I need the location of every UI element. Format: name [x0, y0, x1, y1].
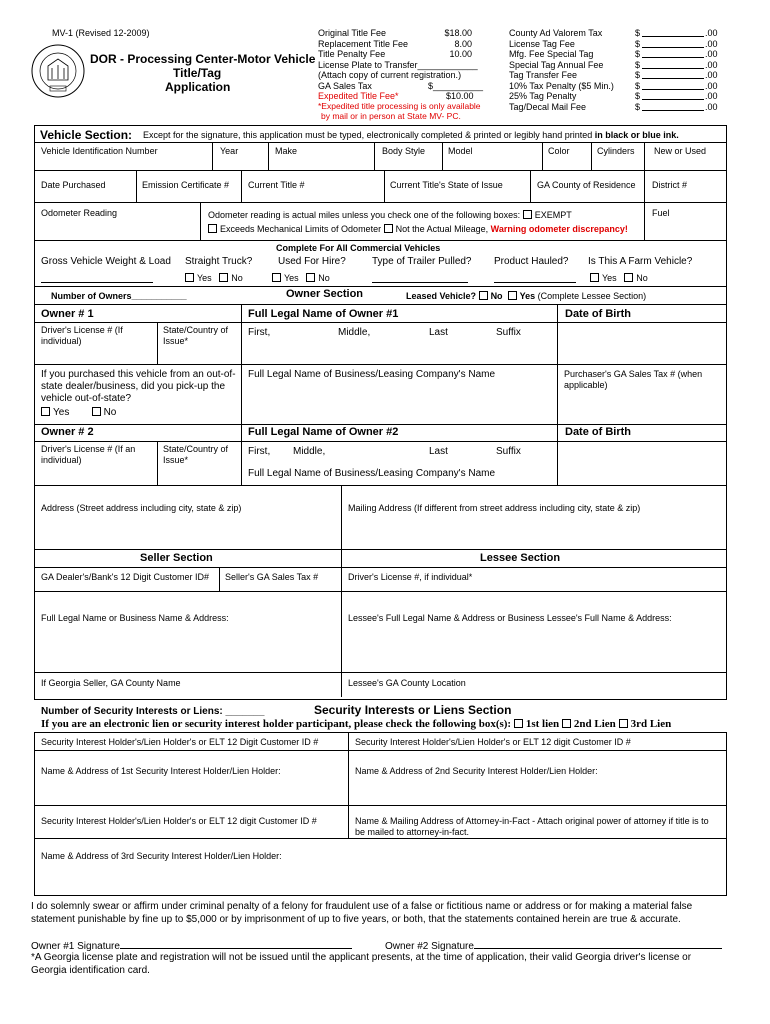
owner2-heading: Owner # 2 — [41, 426, 94, 438]
title-state-field[interactable]: Current Title's State of Issue — [390, 180, 503, 190]
outofstate-question: If you purchased this vehicle from an out-of-state dealer/business, did you pick-up the vehicle out-of-state? — [41, 369, 236, 404]
owner1-signature[interactable]: Owner #1 Signature — [31, 939, 352, 952]
farm-no-checkbox[interactable] — [624, 273, 633, 282]
owner1-last[interactable]: Last — [429, 327, 448, 338]
owner2-state-field[interactable]: State/Country of Issue* — [163, 444, 229, 465]
elt-text: If you are an electronic lien or security interest holder participant, please check the following box(s): 1st lien 2nd Lien 3rd Lien — [41, 718, 672, 730]
odometer-reading-field[interactable]: Odometer Reading — [41, 208, 118, 218]
owner1-middle[interactable]: Middle, — [338, 327, 371, 338]
district-field[interactable]: District # — [652, 180, 688, 190]
exceeds-checkbox[interactable] — [208, 224, 217, 233]
fee-row: Expedited Title Fee* $10.00 — [318, 91, 474, 101]
owner2-name-heading: Full Legal Name of Owner #2 — [248, 426, 399, 438]
leased-yes-checkbox[interactable] — [508, 291, 517, 300]
fee-row: Mfg. Fee Special Tag $ .00 — [509, 49, 718, 59]
owner2-dl-field[interactable]: Driver's License # (If an individual) — [41, 444, 136, 465]
outofstate-yes-checkbox[interactable] — [41, 407, 50, 416]
fee-row: Special Tag Annual Fee $ .00 — [509, 59, 718, 70]
attorney-field[interactable]: Name & Mailing Address of Attorney-in-Fact - Attach original power of attorney if title is to be mailed to attorney-in-fact. — [355, 816, 709, 837]
hire-no-checkbox[interactable] — [306, 273, 315, 282]
gvw-input[interactable] — [41, 282, 153, 283]
outofstate-no-checkbox[interactable] — [92, 407, 101, 416]
owner1-business-field[interactable]: Full Legal Name of Business/Leasing Company's Name — [248, 369, 496, 380]
county-residence-field[interactable]: GA County of Residence — [537, 180, 636, 190]
owner1-suffix[interactable]: Suffix — [496, 327, 521, 338]
fuel-field[interactable]: Fuel — [652, 208, 670, 218]
color-field[interactable]: Color — [548, 146, 570, 156]
trailer-label: Type of Trailer Pulled? — [372, 256, 472, 267]
owner1-dl-field[interactable]: Driver's License # (If individual) — [41, 325, 123, 346]
leased-question: Leased Vehicle? No Yes (Complete Lessee Section) — [406, 291, 647, 301]
lien2-checkbox[interactable] — [562, 719, 571, 728]
owner-section-heading: Owner Section — [286, 288, 364, 300]
straight-yes-checkbox[interactable] — [185, 273, 194, 282]
mailing-address-field[interactable]: Mailing Address (If different from street address including city, state & zip) — [348, 503, 641, 513]
seller-heading: Seller Section — [140, 552, 213, 564]
seller-name-field[interactable]: Full Legal Name or Business Name & Address: — [41, 613, 229, 623]
emission-cert-field[interactable]: Emission Certificate # — [142, 180, 230, 190]
leased-no-checkbox[interactable] — [479, 291, 488, 300]
product-input[interactable] — [494, 282, 576, 283]
farm-label: Is This A Farm Vehicle? — [588, 256, 693, 267]
owner2-suffix[interactable]: Suffix — [496, 446, 521, 457]
owner1-state-field[interactable]: State/Country of Issue* — [163, 325, 229, 346]
odometer-options: Exceeds Mechanical Limits of Odometer Not the Actual Mileage, Warning odometer discrepancy! — [208, 224, 628, 235]
holder1-name-field[interactable]: Name & Address of 1st Security Interest Holder/Lien Holder: — [41, 766, 281, 776]
owner1-name-heading: Full Legal Name of Owner #1 — [248, 308, 399, 320]
owner2-first[interactable]: First, — [248, 446, 271, 457]
holder2-name-field[interactable]: Name & Address of 2nd Security Interest Holder/Lien Holder: — [355, 766, 598, 776]
cylinders-field[interactable]: Cylinders — [597, 146, 635, 156]
gvw-label: Gross Vehicle Weight & Load — [41, 256, 171, 267]
owner1-first[interactable]: First, — [248, 327, 271, 338]
lessee-dl-field[interactable]: Driver's License #, if individual* — [348, 572, 473, 582]
lessee-name-field[interactable]: Lessee's Full Legal Name & Address or Business Lessee's Full Name & Address: — [348, 613, 672, 623]
fee-row: Replacement Title Fee 8.00 — [318, 38, 472, 49]
seller-tax-field[interactable]: Seller's GA Sales Tax # — [225, 572, 319, 582]
holder2-id-field[interactable]: Security Interest Holder's/Lien Holder's or ELT 12 digit Customer ID # — [355, 737, 631, 747]
owner1-heading: Owner # 1 — [41, 308, 94, 320]
fee-row: 25% Tag Penalty $ .00 — [509, 91, 718, 101]
product-label: Product Hauled? — [494, 256, 569, 267]
used-for-hire-label: Used For Hire? — [278, 256, 346, 267]
holder3-name-field[interactable]: Name & Address of 3rd Security Interest Holder/Lien Holder: — [41, 851, 282, 861]
num-owners-label: Number of Owners___________ — [51, 291, 187, 301]
security-heading: Security Interests or Liens Section — [314, 703, 512, 717]
state-seal — [31, 44, 85, 98]
date-purchased-field[interactable]: Date Purchased — [41, 180, 106, 190]
title-line2: Title/Tag — [173, 66, 222, 80]
num-liens-label: Number of Security Interests or Liens: _______ — [41, 706, 265, 717]
current-title-field[interactable]: Current Title # — [248, 180, 305, 190]
vehicle-heading: Vehicle Section: — [40, 128, 133, 142]
commercial-heading: Complete For All Commercial Vehicles — [276, 243, 441, 253]
footnote: *A Georgia license plate and registration will not be issued until the applicant presents, at the time of application, their valid Georgia driver's license or Georgia identification card. — [31, 952, 692, 976]
exempt-checkbox[interactable] — [523, 210, 532, 219]
farm-options: Yes No — [590, 273, 648, 284]
holder1-id-field[interactable]: Security Interest Holder's/Lien Holder's or ELT 12 Digit Customer ID # — [41, 737, 319, 747]
fee-row: License Tag Fee $ .00 — [509, 38, 718, 49]
fee-row: Original Title Fee $18.00 — [318, 28, 472, 38]
fee-row: 10% Tax Penalty ($5 Min.) $ .00 — [509, 80, 718, 91]
lien1-checkbox[interactable] — [514, 719, 523, 728]
purchaser-tax-field[interactable]: Purchaser's GA Sales Tax # (when applicable) — [564, 369, 703, 390]
security-section — [34, 732, 727, 896]
fee-row: Tag/Decal Mail Fee $ .00 — [509, 101, 718, 112]
hire-yes-checkbox[interactable] — [272, 273, 281, 282]
address-field[interactable]: Address (Street address including city, state & zip) — [41, 503, 242, 513]
fees-right — [509, 28, 719, 112]
lessee-county-field[interactable]: Lessee's GA County Location — [348, 678, 466, 688]
year-field[interactable]: Year — [220, 146, 239, 156]
owner2-dob-heading: Date of Birth — [565, 426, 631, 438]
owner2-signature[interactable]: Owner #2 Signature — [385, 939, 722, 952]
straight-truck-options: Yes No — [185, 273, 243, 284]
fee-row: Title Penalty Fee 10.00 — [318, 49, 472, 59]
lessee-heading: Lessee Section — [480, 552, 561, 564]
straight-truck-label: Straight Truck? — [185, 256, 253, 267]
oath-text: I do solemnly swear or affirm under criminal penalty of a felony for fraudulent use of a false or fictitious name or address or for making a material false statement punishable by fine up to $5,000 or by imprisonment of up to five years, or both, that the statements contained herein are true & accurate. — [31, 901, 693, 925]
fee-row: License Plate to Transfer____________ — [318, 59, 478, 70]
body-style-field[interactable]: Body Style — [382, 146, 426, 156]
holder3-id-field[interactable]: Security Interest Holder's/Lien Holder's or ELT 12 digit Customer ID # — [41, 816, 317, 826]
title-line3: Application — [165, 80, 231, 94]
outofstate-options: Yes No — [41, 407, 116, 418]
not-actual-checkbox[interactable] — [384, 224, 393, 233]
dealer-id-field[interactable]: GA Dealer's/Bank's 12 Digit Customer ID# — [41, 572, 210, 582]
lien3-checkbox[interactable] — [619, 719, 628, 728]
fee-row: County Ad Valorem Tax $ .00 — [509, 28, 718, 38]
new-used-field[interactable]: New or Used — [654, 146, 707, 156]
farm-yes-checkbox[interactable] — [590, 273, 599, 282]
hire-options: Yes No — [272, 273, 330, 284]
expedite-note1: *Expedited title processing is only available — [318, 101, 481, 111]
vehicle-instructions: Except for the signature, this application must be typed, electronically completed & printed or legibly hand printed in black or blue ink. — [143, 130, 679, 140]
model-field[interactable]: Model — [448, 146, 473, 156]
fee-row: (Attach copy of current registration.) — [318, 70, 462, 80]
form-id: MV-1 (Revised 12-2009) — [52, 28, 150, 38]
title-line1: DOR - Processing Center-Motor Vehicle — [90, 52, 316, 66]
straight-no-checkbox[interactable] — [219, 273, 228, 282]
make-field[interactable]: Make — [275, 146, 298, 156]
vin-field[interactable]: Vehicle Identification Number — [41, 146, 158, 156]
odometer-text: Odometer reading is actual miles unless you check one of the following boxes: EXEMPT — [208, 210, 572, 220]
fee-row: GA Sales Tax $__________ — [318, 80, 484, 91]
fees-left — [318, 28, 484, 102]
owner2-last[interactable]: Last — [429, 446, 448, 457]
owner2-middle[interactable]: Middle, — [293, 446, 326, 457]
expedite-note2: by mail or in person at State MV- PC. — [321, 111, 461, 121]
trailer-input[interactable] — [372, 282, 468, 283]
seller-county-field[interactable]: If Georgia Seller, GA County Name — [41, 678, 181, 688]
fee-row: Tag Transfer Fee $ .00 — [509, 70, 718, 80]
owner2-business-field[interactable]: Full Legal Name of Business/Leasing Company's Name — [248, 468, 496, 479]
owner1-dob-heading: Date of Birth — [565, 308, 631, 320]
